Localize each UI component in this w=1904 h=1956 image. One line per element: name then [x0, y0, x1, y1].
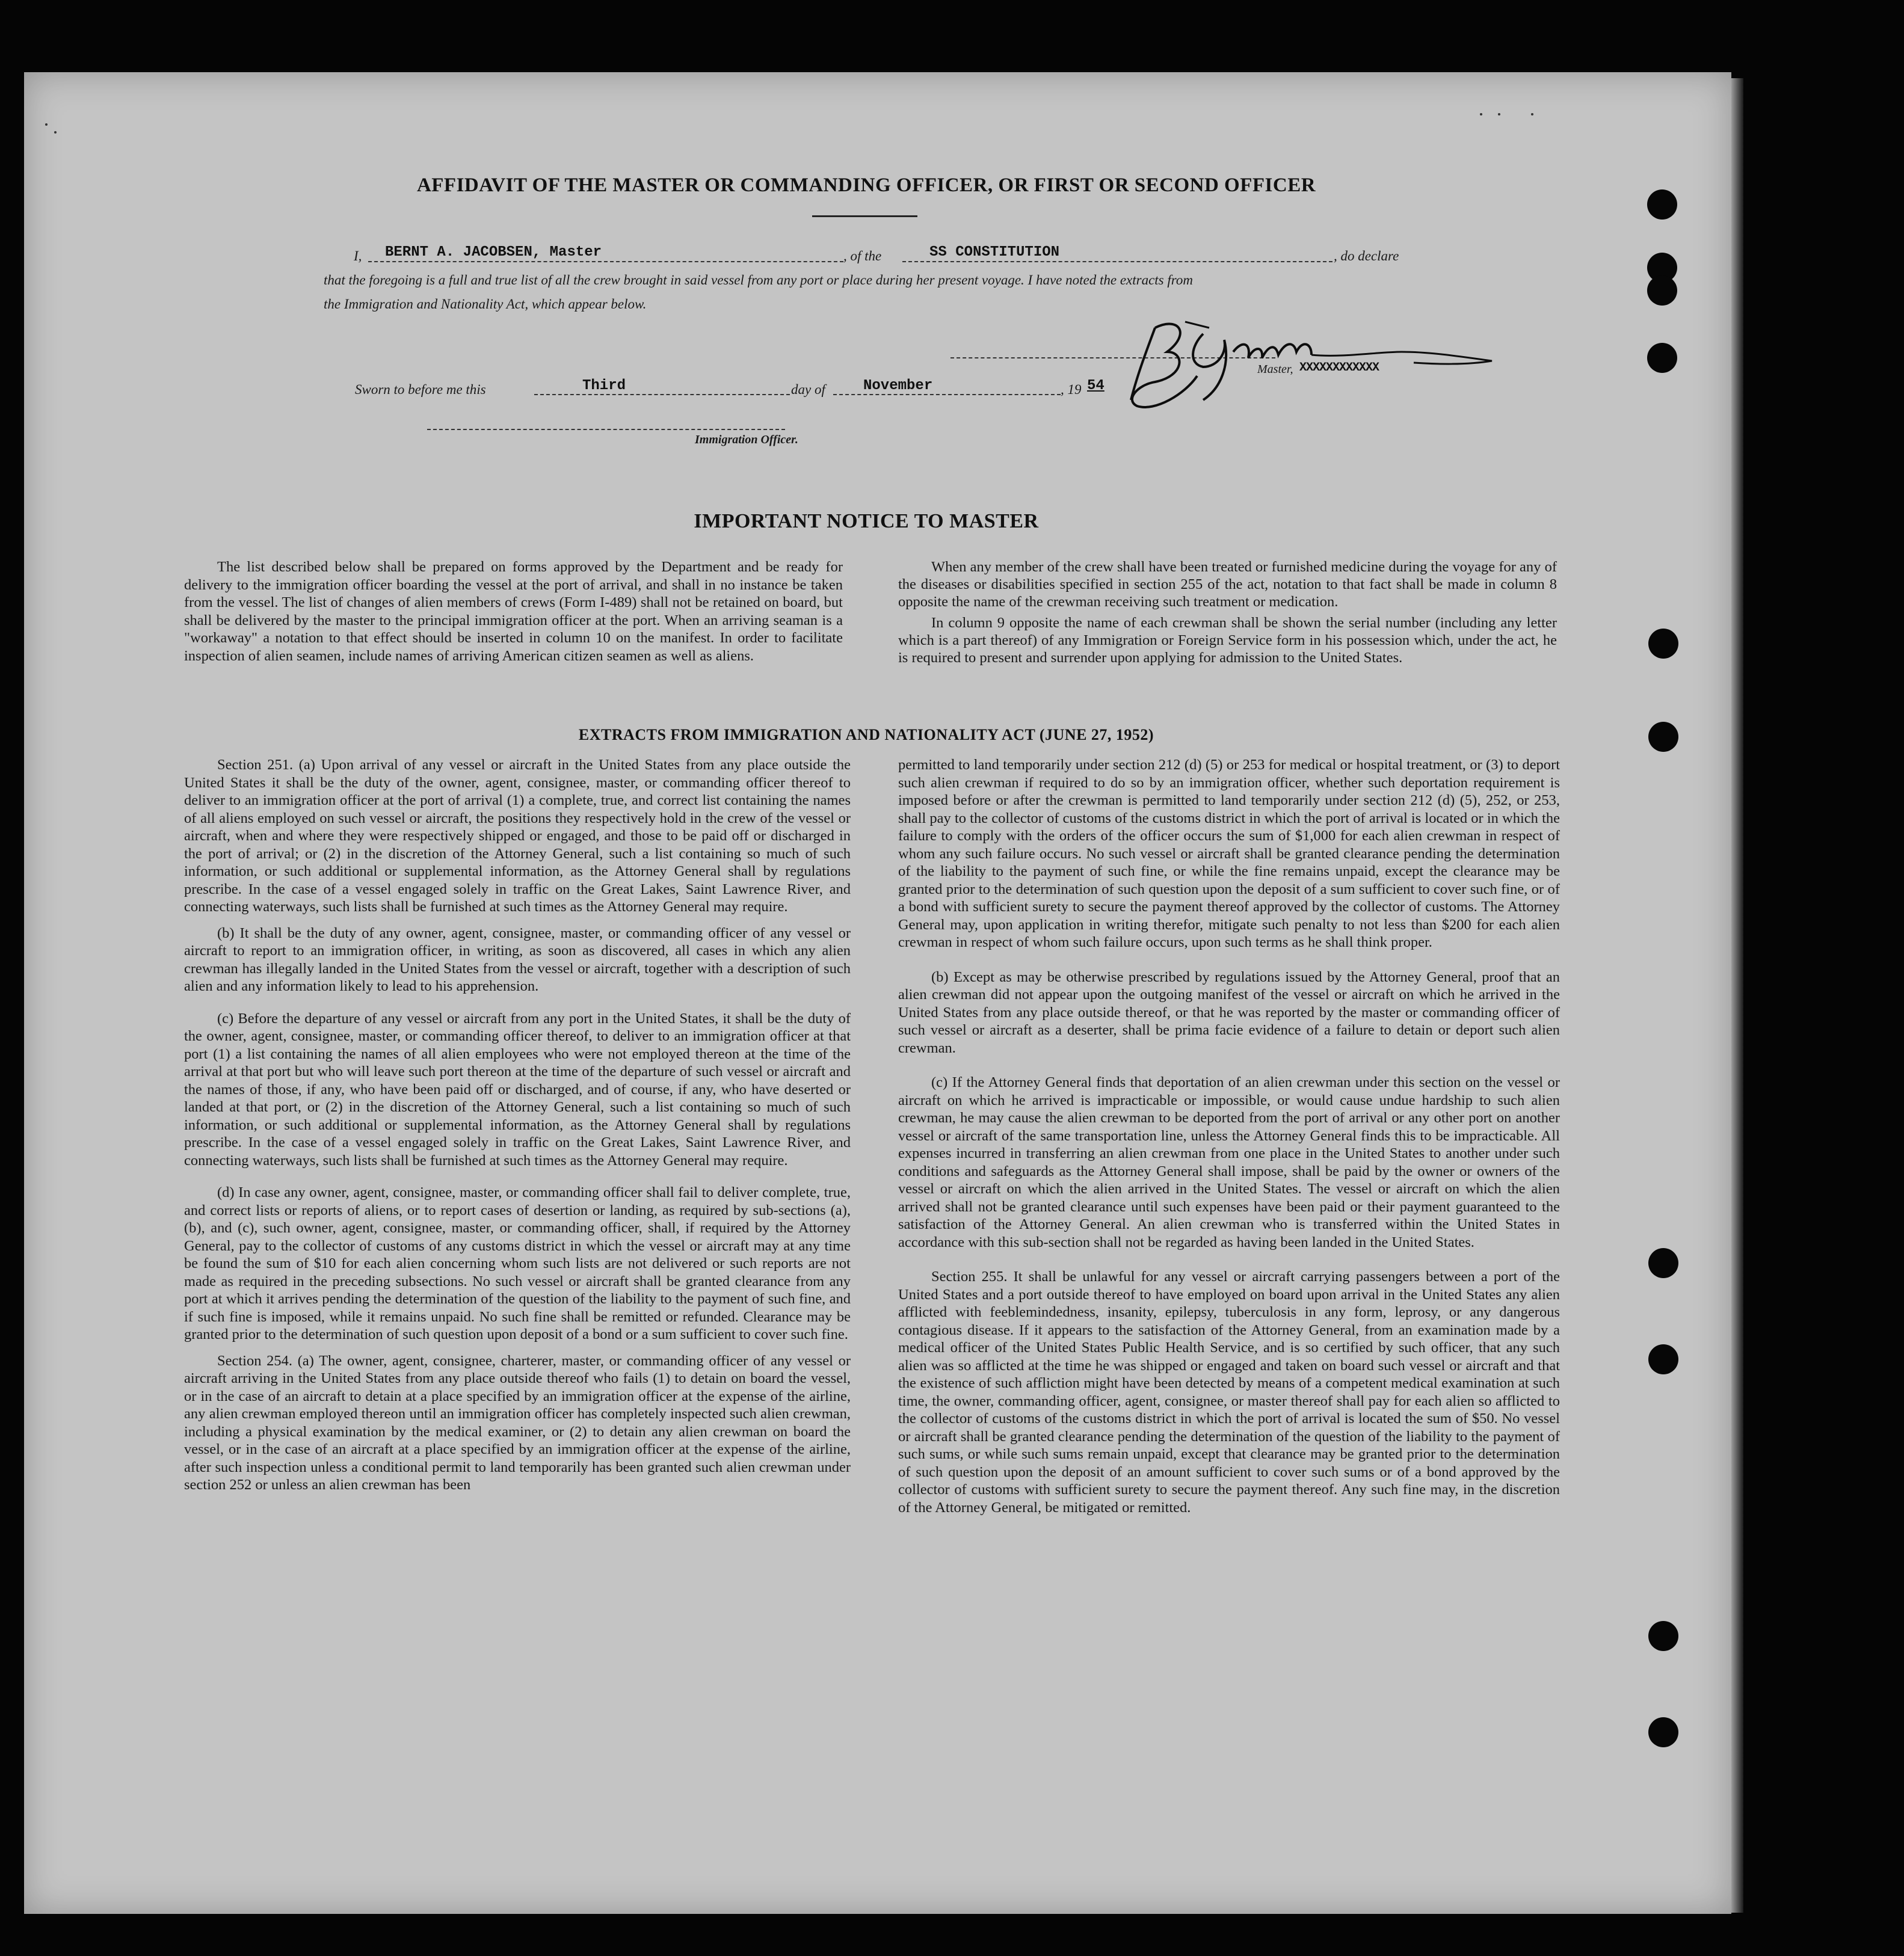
vessel-name: SS CONSTITUTION	[929, 244, 1060, 260]
sworn-label: Sworn to before me this	[355, 382, 486, 397]
title-underline	[812, 215, 917, 217]
extracts-title: EXTRACTS FROM IMMIGRATION AND NATIONALITY ACT (JUNE 27, 1952)	[578, 726, 1154, 743]
vessel-field-line	[902, 261, 1332, 262]
year-prefix: , 19	[1061, 382, 1082, 397]
sworn-month-field-line	[833, 394, 1061, 395]
declarant-field-line	[368, 261, 843, 262]
master-struck-text: XXXXXXXXXXXX	[1299, 361, 1379, 375]
statement-line-2: the Immigration and Nationality Act, which appear below.	[324, 297, 647, 312]
binder-hole	[1647, 275, 1677, 306]
binder-hole	[1647, 189, 1677, 220]
dust-speck	[45, 123, 48, 126]
do-declare-label: , do declare	[1334, 248, 1399, 263]
dust-speck	[54, 131, 57, 134]
dust-speck	[1531, 113, 1533, 115]
dust-speck	[1498, 113, 1500, 115]
binder-hole	[1648, 1621, 1678, 1651]
binder-hole	[1648, 1344, 1678, 1374]
section-254-a: Section 254. (a) The owner, agent, consignee, charterer, master, or commanding officer of any vessel or aircraft arriving in the United States from any place outside thereof who fails (1) to detain on board the vessel, or in the case of an aircraft to detain at a place specified by an immigration officer at the expense of the airline, any alien crewman employed thereon until an immigration officer has completely inspected such alien crewman, including a physical examination by the medical examiner, or (2) to detain any alien crewman on board the vessel, or in the case of an aircraft at a place specified by an immigration officer at the expense of the airline, after such inspection unless a conditional permit to land temporarily has been granted such alien crewman under section 252 or unless an alien crewman has been	[184, 1352, 851, 1493]
binder-hole	[1648, 629, 1678, 659]
section-254-a-continued: permitted to land temporarily under section 212 (d) (5) or 253 for medical or hospital treatment, or (3) to deport such alien crewman if required to do so by an immigration officer, whether such deportation requirement is imposed before or after the crewman is permitted to land temporarily under section 212 (d) (5), 252, or 253, shall pay to the collector of customs of the customs district in which the port of arrival is located or in which the failure to comply with the orders of the officer occurs the sum of $1,000 for each alien crewman in respect of whom any such failure occurs. No such vessel or aircraft shall be granted clearance pending the determination of the liability to the payment of such fine, or while the fine remains unpaid, except the clearance may be granted prior to the determination of such question upon the deposit of a sum sufficient to cover such fine, or of a bond with sufficient surety to secure the payment thereof approved by the collector of customs. The Attorney General may, upon application in writing therefor, mitigate such penalty to not less than $200 for each alien crewman in respect of whom such failure occurs, upon such terms as he shall think proper.	[898, 757, 1560, 950]
master-label: Master,	[1257, 363, 1293, 376]
notice-right-column	[898, 558, 1557, 666]
page-edge-shadow	[1731, 78, 1743, 1913]
binder-hole	[1648, 722, 1678, 752]
section-255: Section 255. It shall be unlawful for any vessel or aircraft carrying passengers between a port of the United States and a port outside thereof to have employed on board upon arrival in the United States any alien afflicted with feeblemindedness, insanity, epilepsy, tuberculosis in any form, leprosy, or any dangerous contagious disease. If it appears to the satisfaction of the Attorney General, from an examination made by a medical officer of the United States Public Health Service, and is so certified by such officer, that any such alien was so afflicted at the time he was shipped or engaged and taken on board such vessel or aircraft and that the existence of such affliction might have been detected by means of a competent medical examination at such time, the owner, commanding officer, agent, consignee, or master thereof shall pay for each alien so afflicted to the collector of customs of the customs district in which the port of arrival is located the sum of $50. No vessel or aircraft shall be granted clearance pending the determination of the question of the liability to the payment of such sums, or while such sums remain unpaid, except that clearance may be granted prior to the determination of such question upon the deposit of an amount sufficient to cover such sums or of a bond approved by the collector of customs with sufficient surety to secure the payment thereof. Any such fine may, in the discretion of the Attorney General, be mitigated or remitted.	[898, 1269, 1560, 1516]
binder-hole	[1648, 1717, 1678, 1747]
notice-left-paragraph: The list described below shall be prepared on forms approved by the Department and be ready for delivery to the immigration officer boarding the vessel at the port of arrival, and shall in no instance be taken from the vessel. The list of changes of alien members of crews (Form I-489) shall not be retained on board, but shall be delivered by the master to the principal immigration officer at the port. When an arriving seaman is a "workaway" a notation to that effect should be inserted in column 10 on the manifest. In order to facilitate inspection of alien seamen, include names of arriving American citizen seamen as well as aliens.	[184, 559, 843, 664]
notice-right-paragraph-2: In column 9 opposite the name of each crewman shall be shown the serial number (including any letter which is a part thereof) of any Immigration or Foreign Service form in his possession which, under the act, he is required to present and surrender upon applying for admission to the United States.	[898, 615, 1557, 666]
binder-hole	[1647, 343, 1677, 373]
notice-right-paragraph-1: When any member of the crew shall have been treated or furnished medicine during the voyage for any of the diseases or disabilities specified in section 255 of the act, notation to that fact shall be made in column 8 opposite the name of the crewman receiving such treatment or medication.	[898, 559, 1557, 610]
section-251-a: Section 251. (a) Upon arrival of any vessel or aircraft in the United States from any place outside the United States it shall be the duty of the owner, agent, consignee, master, or commanding officer thereof to deliver to an immigration officer at the port of arrival (1) a complete, true, and correct list containing the names of all aliens employed on such vessel or aircraft, the positions they respectively hold in the crew of the vessel or aircraft, when and where they were respectively shipped or engaged, and those to be paid off or discharged in the port of arrival; or (2) in the discretion of the Attorney General, such a list containing so much of such information, or such additional or supplemental information, as the Attorney General shall by regulations prescribe. In the case of a vessel engaged solely in traffic on the Great Lakes, Saint Lawrence River, and connecting waterways, such lists shall be furnished at such times as the Attorney General may require.	[184, 757, 851, 915]
officer-signature-line	[427, 429, 785, 430]
dust-speck	[1480, 113, 1482, 115]
master-signature	[1113, 310, 1498, 421]
section-251-d: (d) In case any owner, agent, consignee, master, or commanding officer shall fail to deliver complete, true, and correct lists or reports of aliens, or to report cases of desertion or landing, as required by sub-sections (a), (b), and (c), such owner, agent, consignee, master, or commanding officer, shall, if required by the Attorney General, pay to the collector of customs of any customs district in which the vessel or aircraft may at any time be found the sum of $10 for each alien concerning whom such lists are not delivered or such reports are not made as required in the preceding subsections. No such vessel or aircraft shall be granted clearance from any port at which it arrives pending the determination of the question of the liability to the payment of such fine, and if such fine is imposed, while it remains unpaid. No such fine shall be remitted or refunded. Clearance may be granted prior to the determination of such question upon deposit of a bond or a sum sufficient to cover such fine.	[184, 1184, 851, 1342]
sworn-month: November	[863, 378, 933, 394]
sworn-year: 54	[1087, 378, 1105, 394]
notice-left-column	[184, 558, 843, 665]
statement-line-1: that the foregoing is a full and true list of all the crew brought in said vessel from any port or place during her present voyage. I have noted the extracts from	[324, 272, 1193, 288]
sworn-day-field-line	[534, 394, 790, 395]
section-251-c: (c) Before the departure of any vessel or aircraft from any port in the United States, it shall be the duty of the owner, agent, consignee, master, or commanding officer thereof, to deliver to an immigration officer at that port (1) a list containing the names of all alien employees who were not employed thereon at the time of the arrival at that port but who will leave such port thereon at the time of the departure of such vessel or aircraft and the names of those, if any, who have been paid off or discharged, and of course, if any, who have deserted or landed at that port, or (2) in the discretion of the Attorney General, such a list containing so much of such information, or such additional or supplemental information, as the Attorney General shall by regulations prescribe. In the case of a vessel engaged solely in traffic on the Great Lakes, Saint Lawrence River, and connecting waterways, such lists shall be furnished at such times as the Attorney General may require.	[184, 1010, 851, 1169]
officer-label: Immigration Officer.	[695, 433, 798, 446]
extracts-left-column	[184, 756, 851, 1494]
binder-hole	[1648, 1248, 1678, 1278]
declarant-name: BERNT A. JACOBSEN, Master	[385, 244, 602, 260]
section-254-b: (b) Except as may be otherwise prescribed by regulations issued by the Attorney General, proof that an alien crewman did not appear upon the outgoing manifest of the vessel or aircraft on which he arrived in the United States from any place outside thereof, or that he was reported by the master or commanding officer of such vessel or aircraft as a deserter, shall be prima facie evidence of a failure to detain or deport such alien crewman.	[898, 968, 1560, 1056]
sworn-day: Third	[582, 378, 626, 394]
section-251-b: (b) It shall be the duty of any owner, agent, consignee, master, or commanding officer of any vessel or aircraft to report to an immigration officer, in writing, as soon as discovered, all cases in which any alien crewman has illegally landed in the United States from the vessel or aircraft, together with a description of such alien and any information likely to lead to his apprehension.	[184, 924, 851, 994]
day-of-label: day of	[791, 382, 825, 397]
notice-title: IMPORTANT NOTICE TO MASTER	[694, 510, 1039, 532]
i-label: I,	[354, 248, 362, 263]
affidavit-title: AFFIDAVIT OF THE MASTER OR COMMANDING OFFICER, OR FIRST OR SECOND OFFICER	[416, 174, 1316, 196]
section-254-c: (c) If the Attorney General finds that deportation of an alien crewman under this section on the vessel or aircraft on which he arrived is impracticable or impossible, or would cause undue hardship to such alien crewman, he may cause the alien crewman to be deported from the port of arrival or any other port on another vessel or aircraft of the same transportation line, unless the Attorney General finds this to be impracticable. All expenses incurred in transferring an alien crewman from one place in the United States to another under such conditions and safeguards as the Attorney General shall impose, shall be paid by the owner or owners of the vessel or aircraft on which the alien arrived in the United States. The vessel or aircraft on which the alien arrived shall not be granted clearance until such expenses have been paid or their payment guaranteed to the satisfaction of the Attorney General. An alien crewman who is transferred within the United States in accordance with this sub-section shall not be regarded as having been landed in the United States.	[898, 1074, 1560, 1250]
extracts-right-column	[898, 756, 1560, 1516]
of-the-label: , of the	[843, 248, 882, 263]
